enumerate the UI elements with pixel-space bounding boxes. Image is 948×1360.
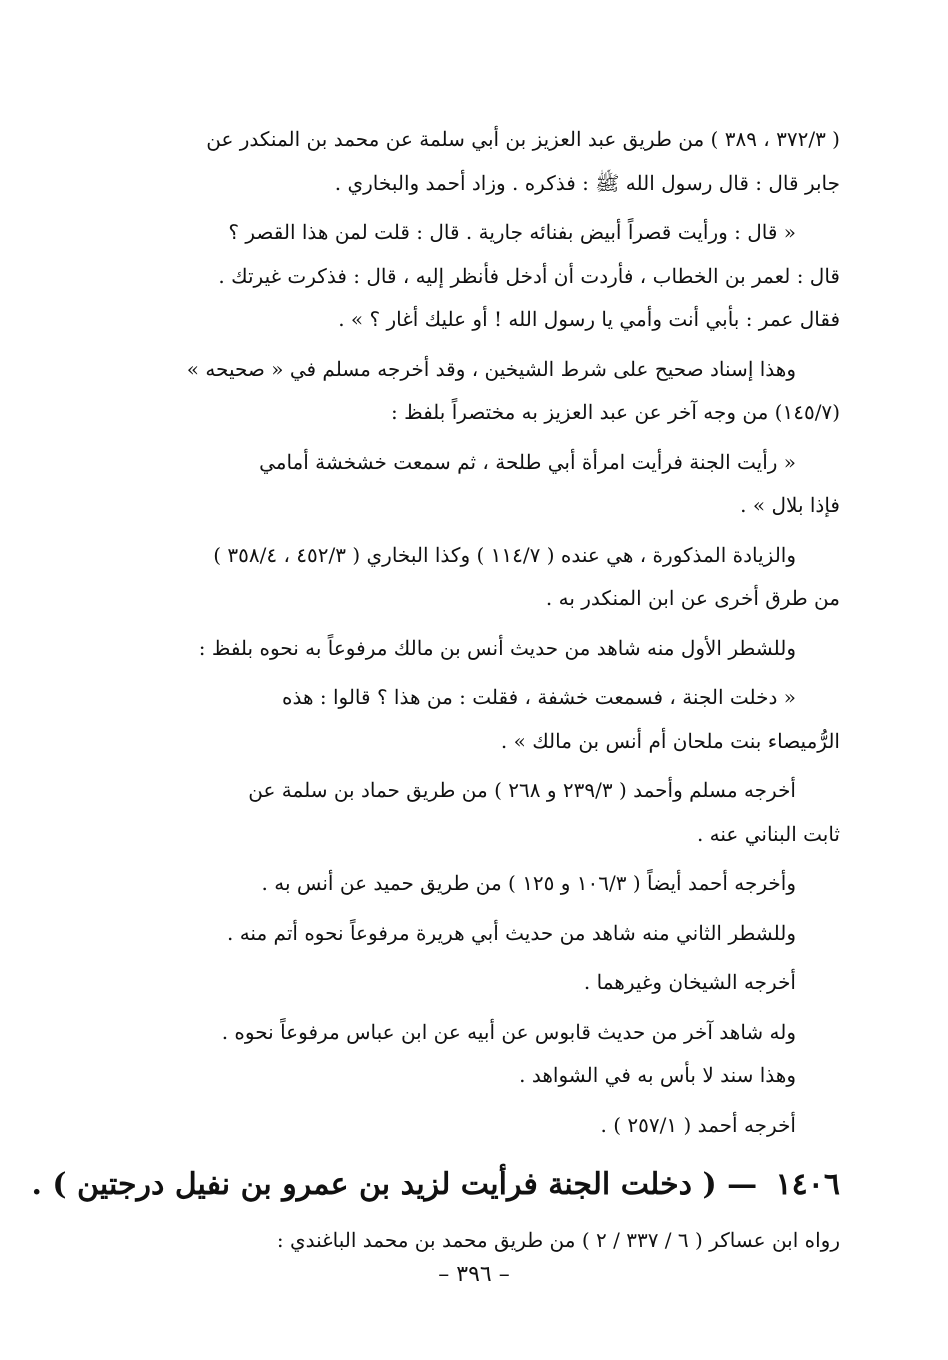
text-line: أخرجه مسلم وأحمد ( ٢٣٩/٣ و ٢٦٨ ) من طريق حماد بن سلمة عن	[248, 778, 796, 802]
hadith-heading	[31, 1155, 840, 1215]
paragraph-7	[100, 912, 840, 956]
text-line: ( ٣٧٢/٣ ، ٣٨٩ ) من طريق عبد العزيز بن أبي سلمة عن محمد بن المنكدر عن	[206, 127, 840, 151]
text-line: قال : لعمر بن الخطاب ، فأردت أن أدخل فأنظر إليه ، قال : فذكرت غيرتك .	[218, 263, 840, 288]
paragraph-8	[100, 961, 840, 1005]
text-line: وهذا سند لا بأس به في الشواهد .	[519, 1063, 796, 1087]
page-number: – ٣٩٦ –	[438, 1262, 510, 1287]
quote-paragraph-1	[100, 211, 840, 342]
quote-paragraph-2	[100, 441, 840, 528]
text-line: « قال : ورأيت قصراً أبيض بفنائه جارية . قال : قلت لمن هذا القصر ؟	[228, 220, 796, 244]
text-line: أخرجه أحمد ( ٢٥٧/١ ) .	[600, 1112, 796, 1137]
text-line: فإذا بلال » .	[740, 493, 840, 517]
paragraph-3	[100, 534, 840, 621]
text-line: من طرق أخرى عن ابن المنكدر به .	[545, 586, 840, 610]
hadith-text: — ( دخلت الجنة فرأيت لزيد بن عمرو بن نفيل درجتين ) .	[31, 1167, 758, 1202]
text-line: جابر قال : قال رسول الله ﷺ : فذكره . وزاد أحمد والبخاري .	[334, 170, 840, 195]
paragraph-4	[100, 627, 840, 671]
text-line: ثابت البناني عنه .	[696, 821, 840, 846]
paragraph-11	[100, 1219, 840, 1263]
quote-paragraph-3	[100, 676, 840, 763]
text-line: وأخرجه أحمد أيضاً ( ١٠٦/٣ و ١٢٥ ) من طريق حميد عن أنس به .	[261, 871, 796, 895]
text-line: وللشطر الأول منه شاهد من حديث أنس بن مالك مرفوعاً به نحوه بلفظ :	[198, 635, 796, 660]
hadith-number: ١٤٠٦	[775, 1167, 840, 1202]
text-line: فقال عمر : بأبي أنت وأمي يا رسول الله ! أو عليك أغار ؟ » .	[338, 307, 840, 331]
paragraph-9	[100, 1011, 840, 1098]
paragraph-1	[100, 118, 840, 205]
text-line: رواه ابن عساكر ( ٦ / ٣٣٧ / ٢ ) من طريق محمد بن محمد الباغندي :	[276, 1228, 840, 1252]
text-line: (١٤٥/٧) من وجه آخر عن عبد العزيز به مختصراً بلفظ :	[390, 400, 840, 424]
text-line: وللشطر الثاني منه شاهد من حديث أبي هريرة مرفوعاً نحوه أتم منه .	[226, 920, 796, 945]
text-line: والزيادة المذكورة ، هي عنده ( ١١٤/٧ ) وكذا البخاري ( ٤٥٢/٣ ، ٣٥٨/٤ )	[213, 542, 796, 567]
paragraph-2	[100, 348, 840, 435]
text-line: وله شاهد آخر من حديث قابوس عن أبيه عن ابن عباس مرفوعاً نحوه .	[221, 1019, 796, 1044]
text-line: « دخلت الجنة ، فسمعت خشفة ، فقلت : من هذا ؟ قالوا : هذه	[281, 685, 796, 709]
paragraph-5	[100, 769, 840, 856]
text-line: وهذا إسناد صحيح على شرط الشيخين ، وقد أخرجه مسلم في « صحيحه »	[186, 356, 796, 381]
page-body	[31, 118, 840, 1269]
text-line: الرُّميصاء بنت ملحان أم أنس بن مالك » .	[500, 728, 840, 753]
text-line: « رأيت الجنة فرأيت امرأة أبي طلحة ، ثم سمعت خشخشة أمامي	[259, 449, 796, 474]
paragraph-10	[100, 1104, 840, 1148]
text-line: أخرجه الشيخان وغيرهما .	[583, 970, 796, 994]
paragraph-6	[100, 862, 840, 906]
